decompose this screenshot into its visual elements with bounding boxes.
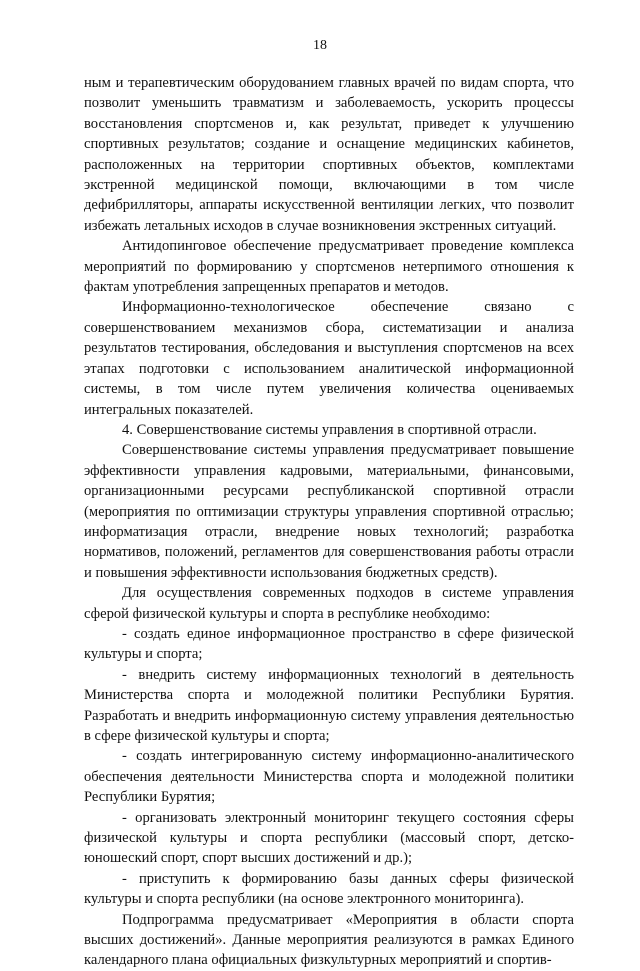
paragraph-subprogram: Подпрограмма предусматривает «Мероприятия в области спорта высших достижений». Данные мероприятия реализуются в рамках Единого календарного плана официальных физкультурных мероприятий и спортив-	[84, 911, 574, 969]
list-item-analytics-system: - создать интегрированную систему информационно-аналитического обеспечения деятельности Министерства спорта и молодежной политики Республики Бурятия;	[84, 748, 574, 806]
list-item-it-system: - внедрить систему информационных технологий в деятельность Министерства спорта и молодежной политики Республики Бурятия. Разработать и внедрить информационную систему управления деятельностью в сфере физической культуры и спорта;	[84, 666, 574, 744]
list-item-monitoring: - организовать электронный мониторинг текущего состояния сферы физической культуры и спорта республики (массовый спорт, детско-юношеский спорт, спорт высших достижений и др.);	[84, 809, 574, 867]
list-item-database: - приступить к формированию базы данных сферы физической культуры и спорта республики (на основе электронного мониторинга).	[84, 870, 574, 908]
section-heading-management: 4. Совершенствование системы управления в спортивной отрасли.	[122, 421, 537, 438]
paragraph-management-improvement: Совершенствование системы управления предусматривает повышение эффективности управления кадровыми, материальными, финансовыми, организационными ресурсами республиканской спортивной отрасли (мероприятия по оптимизации структуры управления спортивной отраслью; информатизация отрасли, внедрение новых технологий; разработка нормативов, положений, регламентов для совершенствования работы отрасли и повышения эффективности использования бюджетных средств).	[84, 442, 574, 581]
document-body	[84, 73, 574, 971]
paragraph-medical-equipment: ным и терапевтическим оборудованием главных врачей по видам спорта, что позволит уменьшить травматизм и заболеваемость, ускорить процессы восстановления спортсменов и, как результат, приведет к улучшению спортивных результатов; создание и оснащение медицинских кабинетов, расположенных на территории спортивных объектов, комплектами экстренной медицинской помощи, включающими в том числе дефибрилляторы, аппараты искусственной вентиляции легких, что позволит избежать летальных исходов в случае возникновения экстренных ситуаций.	[84, 75, 574, 234]
paragraph-antidoping: Антидопинговое обеспечение предусматривает проведение комплекса мероприятий по формированию у спортсменов нетерпимого отношения к фактам употребления запрещенных препаратов и методов.	[84, 238, 574, 296]
list-item-info-space: - создать единое информационное пространство в сфере физической культуры и спорта;	[84, 625, 574, 663]
paragraph-it-support: Информационно-технологическое обеспечение связано с совершенствованием механизмов сбора, систематизации и анализа результатов тестирования, обследования и выступления спортсменов на всех этапах подготовки с использованием аналитической информационной системы, в том числе путем увеличения количества оцениваемых интегральных показателей.	[84, 299, 574, 418]
paragraph-modern-approaches: Для осуществления современных подходов в системе управления сферой физической культуры и спорта в республике необходимо:	[84, 585, 574, 622]
page-number: 18	[313, 38, 327, 53]
